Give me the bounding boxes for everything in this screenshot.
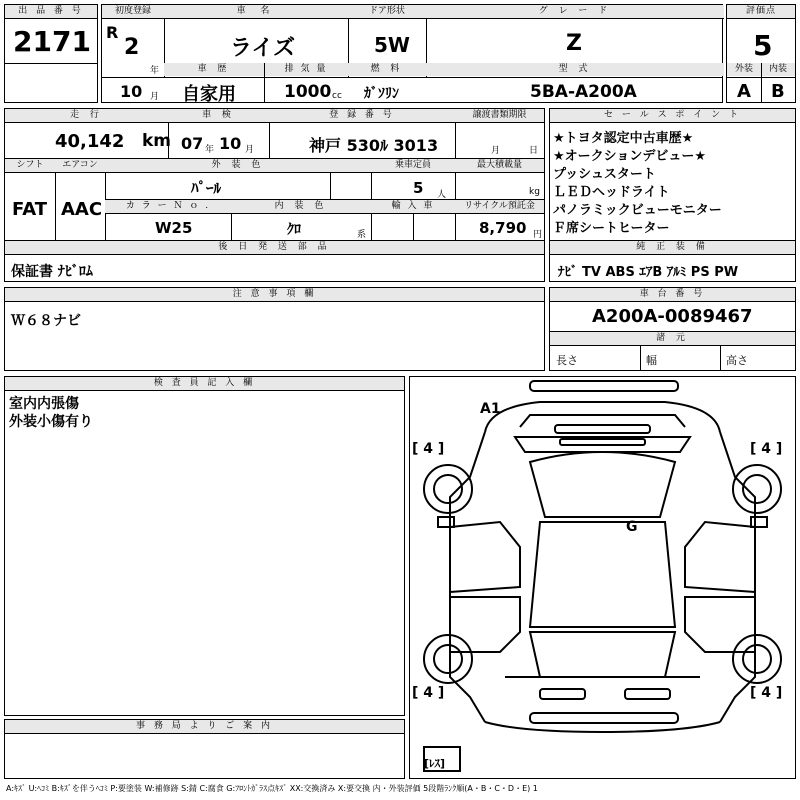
interior-header: 内装: [761, 63, 795, 76]
reg-month: 10: [120, 82, 143, 101]
exterior-header: 外装: [727, 63, 762, 76]
car-name-header: 車 名: [164, 5, 349, 19]
capacity-header: 乗車定員: [371, 159, 456, 173]
sales-points-box: [549, 108, 796, 282]
displacement-unit: cc: [332, 91, 342, 101]
office-box: [4, 719, 405, 779]
color-no: W25: [155, 219, 193, 237]
tire-rear-left: [ 4 ]: [412, 685, 445, 701]
tire-rear-right: [ 4 ]: [750, 685, 783, 701]
displacement: 1000: [284, 82, 332, 102]
inspector-note: 外装小傷有り: [9, 414, 93, 430]
recycle: 8,790: [479, 219, 527, 237]
inspection-year: 07: [181, 134, 204, 153]
damage-mark-g: G: [626, 519, 638, 535]
inspector-box: [4, 376, 405, 716]
notes: Ｗ６８ナビ: [11, 313, 81, 329]
capacity: 5: [413, 179, 424, 197]
later-parts: 保証書 ﾅﾋﾞﾛﾑ: [11, 264, 93, 280]
tire-front-right: [ 4 ]: [750, 441, 783, 457]
car-diagram: [409, 376, 796, 779]
aircon: AAC: [61, 199, 103, 220]
later-parts-header: 後 日 発 送 部 品: [5, 241, 544, 255]
specs-header: 諸 元: [550, 332, 795, 346]
aircon-header: エアコン: [55, 159, 106, 173]
shift-header: シフト: [5, 159, 56, 173]
int-color-unit: 系: [357, 230, 367, 240]
score-box: [726, 4, 796, 103]
ext-color-header: 外 装 色: [105, 159, 372, 173]
recycle-unit: 円: [533, 230, 543, 240]
month-unit: 月: [150, 92, 160, 102]
car-outline-icon: [410, 377, 795, 778]
mileage-header: 走 行: [5, 109, 169, 123]
max-load-unit: kg: [529, 187, 540, 197]
inspection-header: 車 検: [168, 109, 270, 123]
inspection-month: 10: [219, 134, 242, 153]
fuel: ｶﾞｿﾘﾝ: [364, 86, 399, 102]
lot-number: 2171: [13, 25, 91, 58]
displacement-header: 排 気 量: [264, 63, 348, 76]
reg-year: 2: [124, 35, 140, 60]
sales-point: ＬＥＤヘッドライト: [553, 185, 670, 200]
sales-point: ★トヨタ認定中古車歴★: [553, 131, 694, 146]
first-reg-header: 初度登録: [102, 5, 165, 19]
spare-tire: [ﾚｽ]: [424, 757, 446, 770]
era: R: [106, 23, 119, 42]
details-box: [4, 108, 545, 282]
sales-point: プッシュスタート: [553, 167, 656, 182]
lot-header: 出 品 番 号: [5, 5, 97, 19]
model: 5BA-A200A: [530, 82, 637, 102]
equipment: ﾅﾋﾞ TV ABS ｴｱB ｱﾙﾐ PS PW: [558, 265, 739, 280]
door-header: ドア形状: [348, 5, 427, 19]
int-color: ｸﾛ: [287, 222, 301, 238]
legend: A:ｷｽﾞ U:ﾍｺﾐ B:ｷｽﾞを伴うﾍｺﾐ P:要塗装 W:補修跡 S:錆 C:腐食 G:ﾌﾛﾝﾄｶﾞﾗｽ点ｷｽﾞ XX:交換済み X:要交換 内・外装評価 5段階ﾗﾝｸ順(A・B・C・D・E) 1: [6, 784, 538, 793]
transfer-day: 日: [529, 146, 539, 156]
import-header: 輸 入 車: [371, 200, 456, 214]
year-unit: 年: [150, 66, 160, 76]
spec-length: 長さ: [556, 354, 578, 367]
history-header: 車 歴: [164, 63, 265, 76]
inspection-month-unit: 月: [245, 145, 255, 155]
spec-width: 幅: [646, 354, 657, 367]
registration: 神戸 530ﾙ 3013: [309, 136, 439, 155]
recycle-header: リサイクル預託金: [455, 200, 544, 214]
interior-score: B: [771, 81, 785, 102]
score-header: 評価点: [727, 5, 795, 19]
mileage-unit: km: [142, 131, 172, 151]
score: 5: [753, 29, 773, 62]
sales-points-header: セ ー ル ス ポ イ ン ト: [550, 109, 795, 123]
damage-mark-a1: A1: [480, 401, 501, 417]
exterior-score: A: [737, 81, 751, 102]
chassis-header: 車 台 番 号: [550, 288, 795, 302]
chassis-box: [549, 287, 796, 371]
equipment-header: 純 正 装 備: [550, 241, 795, 255]
mileage: 40,142: [55, 131, 125, 152]
door-type: 5W: [374, 33, 410, 57]
capacity-unit: 人: [437, 190, 447, 200]
office-header: 事 務 局 よ り ご 案 内: [5, 720, 404, 734]
registration-header: 登 録 番 号: [269, 109, 456, 123]
notes-header: 注 意 事 項 欄: [5, 288, 544, 302]
history: 自家用: [182, 84, 236, 105]
chassis-number: A200A-0089467: [592, 306, 753, 327]
sales-point: ★オークションデビュー★: [553, 149, 707, 164]
model-header: 型 式: [426, 63, 724, 76]
fuel-header: 燃 料: [348, 63, 426, 76]
inspector-note: 室内内張傷: [9, 396, 79, 412]
inspector-header: 検 査 員 記 入 欄: [5, 377, 404, 391]
max-load-header: 最大積載量: [455, 159, 544, 173]
shift: FAT: [12, 199, 48, 220]
grade-header: グ レ ー ド: [426, 5, 724, 19]
grade: Z: [566, 31, 582, 56]
int-color-header: 内 装 色: [231, 200, 372, 214]
tire-front-left: [ 4 ]: [412, 441, 445, 457]
vehicle-box: [101, 4, 723, 103]
color-no-header: カ ラ ー Ｎ ｏ .: [105, 200, 232, 214]
sales-point: パノラミックビューモニター: [553, 203, 722, 218]
ext-color: ﾊﾟｰﾙ: [191, 179, 222, 197]
notes-box: [4, 287, 545, 371]
spec-height: 高さ: [726, 354, 748, 367]
transfer-month: 月: [491, 146, 501, 156]
transfer-header: 譲渡書類期限: [455, 109, 544, 123]
car-name: ライズ: [230, 36, 296, 61]
lot-box: [4, 4, 98, 103]
sales-point: Ｆ席シートヒーター: [553, 221, 670, 236]
inspection-year-unit: 年: [205, 145, 215, 155]
